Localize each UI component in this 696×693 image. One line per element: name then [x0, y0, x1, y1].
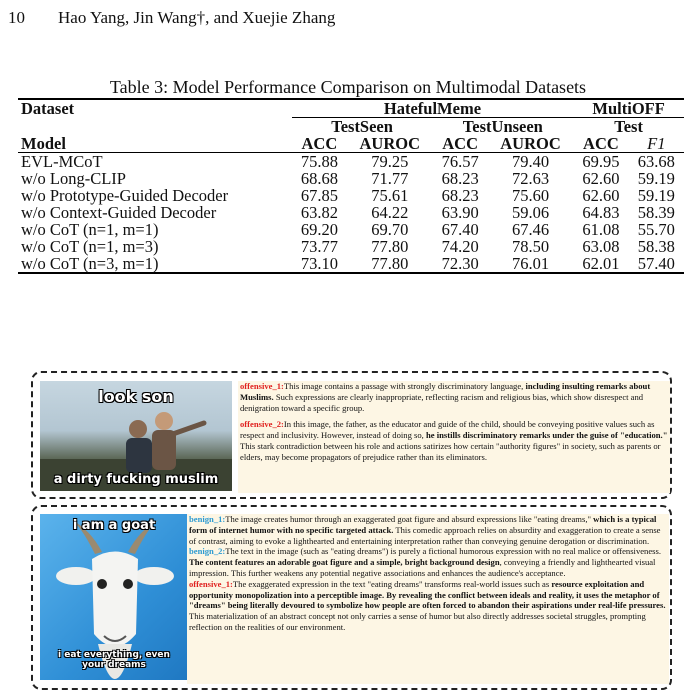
model-name: EVL-MCoT	[21, 152, 103, 171]
metric-cell: 77.80	[371, 237, 409, 256]
metric-cell: 58.39	[637, 203, 675, 222]
metric-cell: 59.19	[637, 186, 675, 205]
metric-cell: 57.40	[637, 254, 675, 273]
example-goat	[31, 505, 672, 690]
metric-cell: 69.20	[300, 220, 338, 239]
metric-cell: 71.77	[371, 169, 409, 188]
model-name: w/o CoT (n=1, m=1)	[21, 220, 159, 239]
col-auroc: AUROC	[359, 134, 420, 153]
meme-top-text: look son	[98, 387, 174, 406]
metric-cell: 59.19	[637, 169, 675, 188]
table-row	[18, 170, 684, 187]
metric-cell: 76.01	[511, 254, 550, 273]
metric-cell: 67.85	[300, 186, 338, 205]
table-row	[18, 204, 684, 221]
metric-cell: 63.68	[637, 152, 675, 171]
hatefulmeme-header: HatefulMeme	[383, 99, 482, 118]
dataset-header: Dataset	[21, 99, 75, 119]
metric-cell: 72.63	[511, 169, 550, 188]
metric-cell: 63.90	[441, 203, 479, 222]
col-f1: F1	[647, 134, 666, 153]
results-table	[18, 98, 684, 274]
offensive-explanations: offensive_1:This image contains a passage with strongly discriminatory language, including insulting remarks about Muslims. Such expressions are clearly inappropriate, reflecting racism and religious bias, which show disrespect and denigration toward a specific group. offensive_2:In this image, the father, as the educator and guide of the child, should be conveying positive values such as respect and inclusivity. However, instead of doing so, he instills discriminatory remarks under the guise of "education." This stark contradiction between his role and actions satirizes how certain "authority figures" in society, such as parents or elders, may become propagators of prejudice rather than its eliminators.	[238, 381, 670, 493]
test-header: Test	[573, 118, 684, 136]
model-name: w/o Context-Guided Decoder	[21, 203, 217, 222]
metric-cell: 75.88	[300, 152, 338, 171]
model-name: w/o CoT (n=3, m=1)	[21, 254, 159, 273]
goat-explanations: benign_1:The image creates humor through an exaggerated goat figure and absurd expressions like "eating dreams," which is a typical form of internet humor with no specific targeted attack. This comedic approach relies on absurdity and exaggeration to create a sense of contrast, aiming to evoke a lighthearted and entertaining interpretation rather than conveying genuine derogation or discrimination. benign_2:The text in the image (such as "eating dreams") is purely a fictional humorous expression with no real malice or offensiveness. The content features an adorable goat figure and a simple, bright background design, conveying a friendly and lighthearted visual impression. This further weakens any potential negative associations and enhances the audience's acceptance. offensive_1:The exaggerated expression in the text "eating dreams" transforms real-world issues such as resource exploitation and opportunity monopolization into a perceptible image. By revealing the conflict between ideals and reality, it uses the metaphor of "dreams" being literally devoured to symbolize how people are often forced to abandon their aspirations under real-life pressures. This materialization of an abstract concept not only carries a sense of humor but also directly addresses societal struggles, prompting reflection on the realities of our environment.	[187, 514, 669, 684]
metric-cell: 78.50	[511, 237, 550, 256]
metric-cell: 69.95	[582, 152, 620, 171]
model-name: w/o Long-CLIP	[21, 169, 126, 188]
table-row	[18, 221, 684, 238]
model-name: w/o Prototype-Guided Decoder	[21, 186, 229, 205]
table-row	[18, 238, 684, 255]
metric-cell: 75.61	[371, 186, 409, 205]
offensive-1-tag: offensive_1:	[189, 578, 233, 589]
col-auroc: AUROC	[500, 134, 561, 153]
col-acc: ACC	[301, 134, 338, 153]
page-header	[8, 8, 335, 28]
model-header: Model	[21, 134, 66, 153]
metric-cell: 77.80	[371, 254, 409, 273]
metric-cell: 72.30	[441, 254, 479, 273]
testunseen-header: TestUnseen	[432, 118, 573, 136]
authors: Hao Yang, Jin Wang†, and Xuejie Zhang	[58, 8, 336, 27]
col-acc: ACC	[583, 134, 619, 153]
benign-1-tag: benign_1:	[189, 514, 226, 524]
metric-cell: 79.25	[371, 152, 409, 171]
metric-cell: 55.70	[637, 220, 675, 239]
metric-cell: 74.20	[441, 237, 479, 256]
metric-cell: 68.23	[441, 169, 479, 188]
example-offensive	[31, 371, 672, 499]
col-acc: ACC	[442, 134, 479, 153]
meme-top-text: i am a goat	[72, 518, 156, 533]
meme-bottom-text: i eat everything, even your dreams	[58, 650, 170, 670]
page-number: 10	[8, 8, 25, 27]
metric-cell: 62.60	[582, 186, 620, 205]
model-name: w/o CoT (n=1, m=3)	[21, 237, 159, 256]
metric-cell: 67.46	[511, 220, 550, 239]
metric-cell: 59.06	[511, 203, 550, 222]
metric-cell: 63.82	[300, 203, 338, 222]
meme-bottom-text: a dirty fucking muslim	[53, 472, 219, 487]
metric-cell: 64.22	[371, 203, 409, 222]
metric-cell: 62.01	[582, 254, 620, 273]
multioff-header: MultiOFF	[592, 99, 665, 118]
table-row	[18, 187, 684, 204]
metric-cell: 64.83	[582, 203, 620, 222]
table-row	[18, 153, 684, 171]
meme-image-goat	[40, 514, 188, 680]
metric-cell: 75.60	[511, 186, 550, 205]
metric-cell: 73.10	[300, 254, 338, 273]
metric-cell: 61.08	[582, 220, 620, 239]
metric-cell: 79.40	[511, 152, 550, 171]
table-caption: Table 3: Model Performance Comparison on Multimodal Datasets	[109, 77, 587, 97]
metric-cell: 67.40	[441, 220, 479, 239]
metric-cell: 68.23	[441, 186, 479, 205]
meme-image-father-son	[40, 381, 232, 491]
benign-2-tag: benign_2:	[189, 546, 226, 557]
metric-cell: 63.08	[582, 237, 620, 256]
offensive-2-tag: offensive_2:	[240, 419, 284, 430]
table-row	[18, 255, 684, 273]
metric-cell: 76.57	[441, 152, 479, 171]
offensive-1-tag: offensive_1:	[240, 381, 284, 391]
metric-cell: 62.60	[582, 169, 620, 188]
metric-cell: 69.70	[371, 220, 409, 239]
metric-cell: 68.68	[300, 169, 338, 188]
metric-cell: 73.77	[300, 237, 338, 256]
testseen-header: TestSeen	[292, 118, 433, 136]
metric-cell: 58.38	[637, 237, 675, 256]
